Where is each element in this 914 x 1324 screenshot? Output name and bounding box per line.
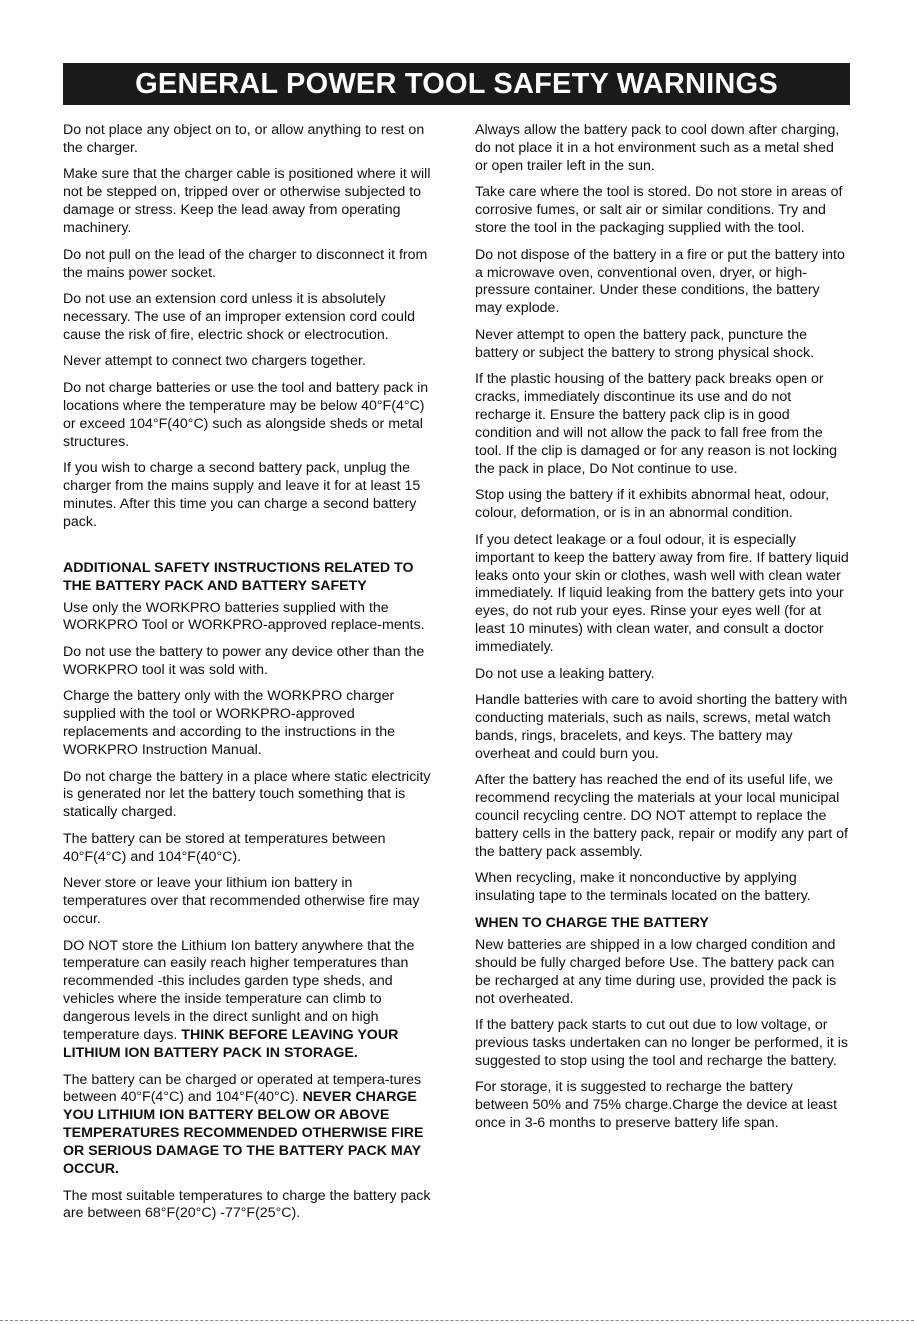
paragraph: The battery can be stored at temperatures between 40°F(4°C) and 104°F(40°C). <box>63 830 386 865</box>
charge-temperature-paragraph <box>63 1072 437 1179</box>
paragraph-text: The battery can be charged or operated at tempera-tures between 40°F(4°C) and 104°F(40°C). <box>63 1071 422 1106</box>
section-heading-when-to-charge: WHEN TO CHARGE THE BATTERY <box>475 914 709 931</box>
paragraph: If you detect leakage or a foul odour, it is especially important to keep the battery away from fire. If battery liquid leaks onto your skin or clothes, wash well with clean water immediately. If liquid leaking from the battery gets into your eyes, do not rub your eyes. Rinse your eyes well (for at least 10 minutes) with clean water, and consult a doctor immediately. <box>475 531 849 656</box>
paragraph: Take care where the tool is stored. Do not store in areas of corrosive fumes, or salt air or similar conditions. Try and store the tool in the packaging supplied with the tool. <box>475 184 843 237</box>
bold-warning-text: THINK BEFORE LEAVING YOUR LITHIUM ION BATTERY PACK IN STORAGE. <box>63 1027 399 1061</box>
paragraph: If the battery pack starts to cut out due to low voltage, or previous tasks undertaken can no longer be performed, it is suggested to stop using the tool and recharge the battery. <box>475 1017 849 1069</box>
paragraph: Do not use the battery to power any device other than the WORKPRO tool it was sold with. <box>63 643 425 678</box>
paragraph: If the plastic housing of the battery pack breaks open or cracks, immediately discontinue its use and do not recharge it. Ensure the battery pack clip is in good condition and will not allow the pack to fall free from the tool. If the clip is damaged or for any reason is not locking the pack in place, Do Not continue to use. <box>475 371 837 477</box>
paragraph: Never store or leave your lithium ion battery in temperatures over that recommended otherwise fire may occur. <box>63 875 420 928</box>
paragraph: For storage, it is suggested to recharge the battery between 50% and 75% charge.Charge the device at least once in 3-6 months to preserve battery life span. <box>475 1079 838 1132</box>
paragraph: Always allow the battery pack to cool down after charging, do not place it in a hot environment such as a metal shed or open trailer left in the sun. <box>475 122 840 174</box>
paragraph: The most suitable temperatures to charge the battery pack are between 68°F(20°C) -77°F(25°C). <box>63 1187 431 1222</box>
bold-warning-text: NEVER CHARGE YOU LITHIUM ION BATTERY BELOW OR ABOVE TEMPERATURES RECOMMENDED OTHERWISE FIRE OR SERIOUS DAMAGE TO THE BATTERY PACK MAY OCCUR. <box>63 1089 424 1178</box>
paragraph: Never attempt to open the battery pack, puncture the battery or subject the battery to strong physical shock. <box>475 326 815 361</box>
paragraph: Stop using the battery if it exhibits abnormal heat, odour, colour, deformation, or is in an abnormal condition. <box>475 487 830 522</box>
paragraph: Never attempt to connect two chargers together. <box>63 353 366 370</box>
paragraph: Do not use an extension cord unless it is absolutely necessary. The use of an improper extension cord could cause the risk of fire, electric shock or electrocution. <box>63 291 415 343</box>
page-title: GENERAL POWER TOOL SAFETY WARNINGS <box>63 63 850 105</box>
paragraph: Do not place any object on to, or allow anything to rest on the charger. <box>63 122 425 156</box>
paragraph: Do not use a leaking battery. <box>475 665 655 682</box>
paragraph: Do not pull on the lead of the charger to disconnect it from the mains power socket. <box>63 246 428 281</box>
paragraph: Do not charge batteries or use the tool and battery pack in locations where the temperature may be below 40°F(4°C) or exceed 104°F(40°C) such as alongside sheds or metal structures. <box>63 379 429 450</box>
paragraph-text: DO NOT store the Lithium Ion battery anywhere that the temperature can easily reach higher temperatures than recommended -this includes garden type sheds, and vehicles where the inside temperature can climb to dangerous levels in the direct sunlight and on high temperature days. <box>63 937 415 1044</box>
paragraph: Handle batteries with care to avoid shorting the battery with conducting materials, such as nails, screws, metal watch bands, rings, bracelets, and keys. The battery may overheat and could burn you. <box>475 692 848 762</box>
paragraph: Make sure that the charger cable is positioned where it will not be stepped on, tripped over or otherwise subjected to damage or stress. Keep the lead away from operating machinery. <box>63 166 431 237</box>
footer-divider <box>0 1320 914 1321</box>
paragraph: Do not dispose of the battery in a fire or put the battery into a microwave oven, conventional oven, dryer, or high-pressure container. Under these conditions, the battery may explode. <box>475 246 845 317</box>
right-column <box>475 122 849 1142</box>
left-column <box>63 122 437 1232</box>
paragraph: Use only the WORKPRO batteries supplied with the WORKPRO Tool or WORKPRO-approved replace-ments. <box>63 599 425 634</box>
paragraph: After the battery has reached the end of its useful life, we recommend recycling the materials at your local municipal council recycling centre. DO NOT attempt to replace the battery cells in the battery pack, repair or modify any part of the battery pack assembly. <box>475 772 848 860</box>
storage-warning-paragraph <box>63 938 437 1063</box>
paragraph: If you wish to charge a second battery pack, unplug the charger from the mains supply and leave it for at least 15 minutes. After this time you can charge a second battery pack. <box>63 460 421 530</box>
paragraph: New batteries are shipped in a low charged condition and should be fully charged before Use. The battery pack can be recharged at any time during use, provided the pack is not overheated. <box>475 936 837 1007</box>
paragraph: When recycling, make it nonconductive by applying insulating tape to the terminals located on the battery. <box>475 870 811 905</box>
paragraph: Charge the battery only with the WORKPRO charger supplied with the tool or WORKPRO-approved replacements and according to the instructions in the WORKPRO Instruction Manual. <box>63 688 396 759</box>
paragraph: Do not charge the battery in a place where static electricity is generated nor let the battery touch something that is statically charged. <box>63 768 431 821</box>
section-heading-battery-safety: ADDITIONAL SAFETY INSTRUCTIONS RELATED TO THE BATTERY PACK AND BATTERY SAFETY <box>63 559 414 594</box>
